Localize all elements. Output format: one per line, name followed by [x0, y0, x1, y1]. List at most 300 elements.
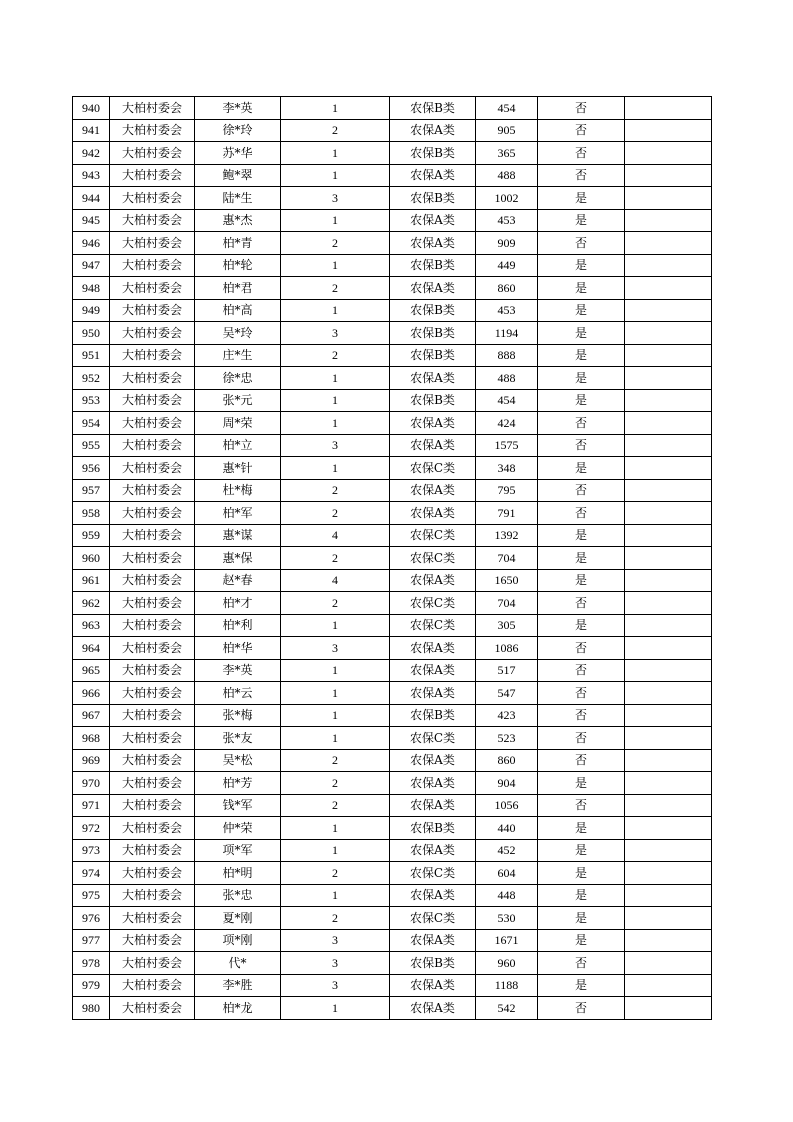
- person-name-cell: 项*军: [195, 839, 281, 862]
- yes-no-cell: 否: [538, 637, 625, 660]
- person-name-cell: 柏*高: [195, 299, 281, 322]
- table-row: [73, 344, 712, 367]
- remark-cell: [625, 412, 712, 435]
- row-number-cell: 954: [73, 412, 110, 435]
- insurance-type-cell: 农保A类: [390, 434, 476, 457]
- table-row: [73, 479, 712, 502]
- household-count-cell: 1: [281, 704, 390, 727]
- table-row: [73, 187, 712, 210]
- village-committee-cell: 大柏村委会: [110, 772, 195, 795]
- remark-cell: [625, 862, 712, 885]
- row-number-cell: 959: [73, 524, 110, 547]
- person-name-cell: 柏*明: [195, 862, 281, 885]
- yes-no-cell: 是: [538, 817, 625, 840]
- village-committee-cell: 大柏村委会: [110, 367, 195, 390]
- insurance-type-cell: 农保A类: [390, 839, 476, 862]
- yes-no-cell: 是: [538, 389, 625, 412]
- row-number-cell: 946: [73, 232, 110, 255]
- yes-no-cell: 否: [538, 749, 625, 772]
- table-row: [73, 817, 712, 840]
- remark-cell: [625, 659, 712, 682]
- remark-cell: [625, 772, 712, 795]
- row-number-cell: 980: [73, 997, 110, 1020]
- roster-table-body: [73, 97, 712, 1020]
- village-committee-cell: 大柏村委会: [110, 997, 195, 1020]
- insurance-type-cell: 农保A类: [390, 637, 476, 660]
- amount-cell: 909: [476, 232, 538, 255]
- row-number-cell: 963: [73, 614, 110, 637]
- amount-cell: 604: [476, 862, 538, 885]
- insurance-type-cell: 农保A类: [390, 884, 476, 907]
- insurance-type-cell: 农保A类: [390, 929, 476, 952]
- amount-cell: 542: [476, 997, 538, 1020]
- yes-no-cell: 是: [538, 772, 625, 795]
- row-number-cell: 978: [73, 952, 110, 975]
- remark-cell: [625, 232, 712, 255]
- person-name-cell: 李*英: [195, 659, 281, 682]
- table-row: [73, 659, 712, 682]
- amount-cell: 523: [476, 727, 538, 750]
- yes-no-cell: 是: [538, 907, 625, 930]
- household-count-cell: 1: [281, 884, 390, 907]
- table-row: [73, 412, 712, 435]
- insurance-type-cell: 农保A类: [390, 277, 476, 300]
- table-row: [73, 232, 712, 255]
- amount-cell: 1671: [476, 929, 538, 952]
- yes-no-cell: 是: [538, 209, 625, 232]
- table-row: [73, 569, 712, 592]
- remark-cell: [625, 434, 712, 457]
- person-name-cell: 张*梅: [195, 704, 281, 727]
- household-count-cell: 2: [281, 749, 390, 772]
- insurance-type-cell: 农保A类: [390, 502, 476, 525]
- household-count-cell: 4: [281, 569, 390, 592]
- yes-no-cell: 否: [538, 119, 625, 142]
- insurance-type-cell: 农保C类: [390, 907, 476, 930]
- village-committee-cell: 大柏村委会: [110, 524, 195, 547]
- table-row: [73, 457, 712, 480]
- amount-cell: 423: [476, 704, 538, 727]
- table-row: [73, 907, 712, 930]
- yes-no-cell: 否: [538, 682, 625, 705]
- amount-cell: 860: [476, 277, 538, 300]
- row-number-cell: 974: [73, 862, 110, 885]
- table-row: [73, 839, 712, 862]
- yes-no-cell: 是: [538, 884, 625, 907]
- insurance-type-cell: 农保C类: [390, 524, 476, 547]
- table-row: [73, 974, 712, 997]
- yes-no-cell: 是: [538, 974, 625, 997]
- yes-no-cell: 否: [538, 479, 625, 502]
- yes-no-cell: 是: [538, 322, 625, 345]
- table-row: [73, 682, 712, 705]
- person-name-cell: 柏*君: [195, 277, 281, 300]
- amount-cell: 888: [476, 344, 538, 367]
- village-committee-cell: 大柏村委会: [110, 322, 195, 345]
- remark-cell: [625, 367, 712, 390]
- person-name-cell: 周*荣: [195, 412, 281, 435]
- insurance-type-cell: 农保A类: [390, 479, 476, 502]
- village-committee-cell: 大柏村委会: [110, 479, 195, 502]
- remark-cell: [625, 389, 712, 412]
- yes-no-cell: 否: [538, 727, 625, 750]
- row-number-cell: 977: [73, 929, 110, 952]
- yes-no-cell: 否: [538, 412, 625, 435]
- household-count-cell: 1: [281, 682, 390, 705]
- amount-cell: 1086: [476, 637, 538, 660]
- row-number-cell: 945: [73, 209, 110, 232]
- row-number-cell: 949: [73, 299, 110, 322]
- insurance-type-cell: 农保B类: [390, 322, 476, 345]
- person-name-cell: 赵*春: [195, 569, 281, 592]
- yes-no-cell: 是: [538, 862, 625, 885]
- village-committee-cell: 大柏村委会: [110, 884, 195, 907]
- person-name-cell: 陆*生: [195, 187, 281, 210]
- row-number-cell: 961: [73, 569, 110, 592]
- person-name-cell: 徐*忠: [195, 367, 281, 390]
- insurance-type-cell: 农保A类: [390, 682, 476, 705]
- table-row: [73, 862, 712, 885]
- remark-cell: [625, 457, 712, 480]
- yes-no-cell: 是: [538, 569, 625, 592]
- village-committee-cell: 大柏村委会: [110, 209, 195, 232]
- remark-cell: [625, 119, 712, 142]
- amount-cell: 488: [476, 164, 538, 187]
- row-number-cell: 957: [73, 479, 110, 502]
- insurance-type-cell: 农保B类: [390, 97, 476, 120]
- yes-no-cell: 否: [538, 704, 625, 727]
- insurance-type-cell: 农保A类: [390, 997, 476, 1020]
- table-row: [73, 502, 712, 525]
- household-count-cell: 2: [281, 772, 390, 795]
- insurance-type-cell: 农保A类: [390, 164, 476, 187]
- row-number-cell: 950: [73, 322, 110, 345]
- person-name-cell: 钱*军: [195, 794, 281, 817]
- household-count-cell: 1: [281, 727, 390, 750]
- person-name-cell: 吴*松: [195, 749, 281, 772]
- row-number-cell: 962: [73, 592, 110, 615]
- row-number-cell: 960: [73, 547, 110, 570]
- row-number-cell: 966: [73, 682, 110, 705]
- household-count-cell: 2: [281, 277, 390, 300]
- household-count-cell: 1: [281, 817, 390, 840]
- household-count-cell: 1: [281, 659, 390, 682]
- yes-no-cell: 是: [538, 929, 625, 952]
- row-number-cell: 979: [73, 974, 110, 997]
- person-name-cell: 柏*轮: [195, 254, 281, 277]
- insurance-type-cell: 农保A类: [390, 119, 476, 142]
- village-committee-cell: 大柏村委会: [110, 974, 195, 997]
- amount-cell: 1188: [476, 974, 538, 997]
- household-count-cell: 1: [281, 389, 390, 412]
- village-committee-cell: 大柏村委会: [110, 344, 195, 367]
- remark-cell: [625, 997, 712, 1020]
- remark-cell: [625, 569, 712, 592]
- village-committee-cell: 大柏村委会: [110, 569, 195, 592]
- household-count-cell: 2: [281, 794, 390, 817]
- table-row: [73, 704, 712, 727]
- row-number-cell: 953: [73, 389, 110, 412]
- village-committee-cell: 大柏村委会: [110, 299, 195, 322]
- household-count-cell: 2: [281, 547, 390, 570]
- remark-cell: [625, 524, 712, 547]
- row-number-cell: 955: [73, 434, 110, 457]
- household-count-cell: 2: [281, 502, 390, 525]
- amount-cell: 1056: [476, 794, 538, 817]
- row-number-cell: 941: [73, 119, 110, 142]
- person-name-cell: 柏*军: [195, 502, 281, 525]
- amount-cell: 454: [476, 389, 538, 412]
- amount-cell: 704: [476, 592, 538, 615]
- household-count-cell: 2: [281, 119, 390, 142]
- amount-cell: 448: [476, 884, 538, 907]
- row-number-cell: 948: [73, 277, 110, 300]
- household-count-cell: 2: [281, 479, 390, 502]
- insurance-type-cell: 农保A类: [390, 232, 476, 255]
- table-row: [73, 592, 712, 615]
- table-row: [73, 142, 712, 165]
- yes-no-cell: 是: [538, 547, 625, 570]
- household-count-cell: 3: [281, 952, 390, 975]
- row-number-cell: 951: [73, 344, 110, 367]
- insurance-type-cell: 农保C类: [390, 547, 476, 570]
- person-name-cell: 柏*龙: [195, 997, 281, 1020]
- amount-cell: 547: [476, 682, 538, 705]
- table-row: [73, 97, 712, 120]
- remark-cell: [625, 884, 712, 907]
- household-count-cell: 2: [281, 232, 390, 255]
- amount-cell: 449: [476, 254, 538, 277]
- household-count-cell: 2: [281, 907, 390, 930]
- document-page: [72, 96, 711, 1020]
- table-row: [73, 794, 712, 817]
- table-row: [73, 749, 712, 772]
- insurance-type-cell: 农保A类: [390, 772, 476, 795]
- household-count-cell: 4: [281, 524, 390, 547]
- amount-cell: 454: [476, 97, 538, 120]
- person-name-cell: 庄*生: [195, 344, 281, 367]
- row-number-cell: 973: [73, 839, 110, 862]
- row-number-cell: 964: [73, 637, 110, 660]
- household-count-cell: 1: [281, 254, 390, 277]
- amount-cell: 453: [476, 209, 538, 232]
- amount-cell: 348: [476, 457, 538, 480]
- amount-cell: 305: [476, 614, 538, 637]
- village-committee-cell: 大柏村委会: [110, 389, 195, 412]
- village-committee-cell: 大柏村委会: [110, 142, 195, 165]
- row-number-cell: 943: [73, 164, 110, 187]
- village-committee-cell: 大柏村委会: [110, 412, 195, 435]
- amount-cell: 1575: [476, 434, 538, 457]
- remark-cell: [625, 929, 712, 952]
- yes-no-cell: 是: [538, 187, 625, 210]
- table-row: [73, 299, 712, 322]
- person-name-cell: 代*: [195, 952, 281, 975]
- amount-cell: 795: [476, 479, 538, 502]
- village-committee-cell: 大柏村委会: [110, 682, 195, 705]
- household-count-cell: 3: [281, 322, 390, 345]
- household-count-cell: 3: [281, 187, 390, 210]
- insurance-type-cell: 农保A类: [390, 749, 476, 772]
- table-row: [73, 119, 712, 142]
- insurance-type-cell: 农保C类: [390, 457, 476, 480]
- amount-cell: 904: [476, 772, 538, 795]
- village-committee-cell: 大柏村委会: [110, 839, 195, 862]
- row-number-cell: 967: [73, 704, 110, 727]
- person-name-cell: 惠*针: [195, 457, 281, 480]
- person-name-cell: 张*忠: [195, 884, 281, 907]
- remark-cell: [625, 749, 712, 772]
- yes-no-cell: 是: [538, 839, 625, 862]
- person-name-cell: 柏*才: [195, 592, 281, 615]
- row-number-cell: 976: [73, 907, 110, 930]
- yes-no-cell: 否: [538, 232, 625, 255]
- village-committee-cell: 大柏村委会: [110, 97, 195, 120]
- insurance-type-cell: 农保A类: [390, 569, 476, 592]
- remark-cell: [625, 344, 712, 367]
- row-number-cell: 942: [73, 142, 110, 165]
- amount-cell: 452: [476, 839, 538, 862]
- yes-no-cell: 是: [538, 254, 625, 277]
- row-number-cell: 958: [73, 502, 110, 525]
- remark-cell: [625, 637, 712, 660]
- person-name-cell: 柏*立: [195, 434, 281, 457]
- yes-no-cell: 是: [538, 367, 625, 390]
- row-number-cell: 969: [73, 749, 110, 772]
- village-committee-cell: 大柏村委会: [110, 547, 195, 570]
- insurance-type-cell: 农保A类: [390, 659, 476, 682]
- amount-cell: 1392: [476, 524, 538, 547]
- insurance-type-cell: 农保B类: [390, 344, 476, 367]
- insurance-type-cell: 农保A类: [390, 412, 476, 435]
- remark-cell: [625, 502, 712, 525]
- row-number-cell: 971: [73, 794, 110, 817]
- remark-cell: [625, 974, 712, 997]
- row-number-cell: 965: [73, 659, 110, 682]
- remark-cell: [625, 254, 712, 277]
- amount-cell: 488: [476, 367, 538, 390]
- village-committee-cell: 大柏村委会: [110, 119, 195, 142]
- insurance-type-cell: 农保C类: [390, 862, 476, 885]
- household-count-cell: 1: [281, 209, 390, 232]
- insurance-type-cell: 农保B类: [390, 952, 476, 975]
- person-name-cell: 仲*荣: [195, 817, 281, 840]
- remark-cell: [625, 209, 712, 232]
- household-count-cell: 3: [281, 637, 390, 660]
- remark-cell: [625, 142, 712, 165]
- household-count-cell: 1: [281, 412, 390, 435]
- village-committee-cell: 大柏村委会: [110, 727, 195, 750]
- amount-cell: 704: [476, 547, 538, 570]
- table-row: [73, 254, 712, 277]
- village-committee-cell: 大柏村委会: [110, 817, 195, 840]
- household-count-cell: 2: [281, 862, 390, 885]
- insurance-type-cell: 农保C类: [390, 614, 476, 637]
- table-row: [73, 524, 712, 547]
- village-committee-cell: 大柏村委会: [110, 794, 195, 817]
- village-committee-cell: 大柏村委会: [110, 614, 195, 637]
- person-name-cell: 项*刚: [195, 929, 281, 952]
- remark-cell: [625, 794, 712, 817]
- household-count-cell: 1: [281, 614, 390, 637]
- household-count-cell: 1: [281, 142, 390, 165]
- person-name-cell: 李*胜: [195, 974, 281, 997]
- yes-no-cell: 否: [538, 592, 625, 615]
- table-row: [73, 389, 712, 412]
- village-committee-cell: 大柏村委会: [110, 907, 195, 930]
- yes-no-cell: 是: [538, 457, 625, 480]
- table-row: [73, 367, 712, 390]
- yes-no-cell: 否: [538, 502, 625, 525]
- row-number-cell: 940: [73, 97, 110, 120]
- person-name-cell: 吴*玲: [195, 322, 281, 345]
- village-committee-cell: 大柏村委会: [110, 254, 195, 277]
- village-committee-cell: 大柏村委会: [110, 704, 195, 727]
- table-row: [73, 884, 712, 907]
- table-row: [73, 772, 712, 795]
- household-count-cell: 1: [281, 367, 390, 390]
- remark-cell: [625, 277, 712, 300]
- yes-no-cell: 否: [538, 164, 625, 187]
- household-count-cell: 3: [281, 974, 390, 997]
- insurance-type-cell: 农保B类: [390, 187, 476, 210]
- remark-cell: [625, 547, 712, 570]
- person-name-cell: 苏*华: [195, 142, 281, 165]
- household-count-cell: 1: [281, 839, 390, 862]
- amount-cell: 440: [476, 817, 538, 840]
- amount-cell: 791: [476, 502, 538, 525]
- person-name-cell: 张*元: [195, 389, 281, 412]
- household-count-cell: 1: [281, 164, 390, 187]
- yes-no-cell: 否: [538, 97, 625, 120]
- village-committee-cell: 大柏村委会: [110, 749, 195, 772]
- village-committee-cell: 大柏村委会: [110, 434, 195, 457]
- amount-cell: 530: [476, 907, 538, 930]
- row-number-cell: 975: [73, 884, 110, 907]
- household-count-cell: 3: [281, 434, 390, 457]
- village-committee-cell: 大柏村委会: [110, 659, 195, 682]
- village-committee-cell: 大柏村委会: [110, 637, 195, 660]
- insurance-type-cell: 农保B类: [390, 254, 476, 277]
- village-committee-cell: 大柏村委会: [110, 929, 195, 952]
- row-number-cell: 956: [73, 457, 110, 480]
- yes-no-cell: 是: [538, 277, 625, 300]
- amount-cell: 517: [476, 659, 538, 682]
- amount-cell: 365: [476, 142, 538, 165]
- insurance-type-cell: 农保B类: [390, 704, 476, 727]
- table-row: [73, 614, 712, 637]
- remark-cell: [625, 817, 712, 840]
- yes-no-cell: 否: [538, 434, 625, 457]
- household-count-cell: 1: [281, 97, 390, 120]
- row-number-cell: 970: [73, 772, 110, 795]
- village-committee-cell: 大柏村委会: [110, 457, 195, 480]
- insurance-type-cell: 农保B类: [390, 142, 476, 165]
- row-number-cell: 972: [73, 817, 110, 840]
- remark-cell: [625, 164, 712, 187]
- table-row: [73, 997, 712, 1020]
- village-committee-cell: 大柏村委会: [110, 862, 195, 885]
- person-name-cell: 柏*利: [195, 614, 281, 637]
- person-name-cell: 惠*杰: [195, 209, 281, 232]
- table-row: [73, 952, 712, 975]
- remark-cell: [625, 727, 712, 750]
- amount-cell: 453: [476, 299, 538, 322]
- yes-no-cell: 否: [538, 952, 625, 975]
- amount-cell: 860: [476, 749, 538, 772]
- person-name-cell: 柏*青: [195, 232, 281, 255]
- remark-cell: [625, 479, 712, 502]
